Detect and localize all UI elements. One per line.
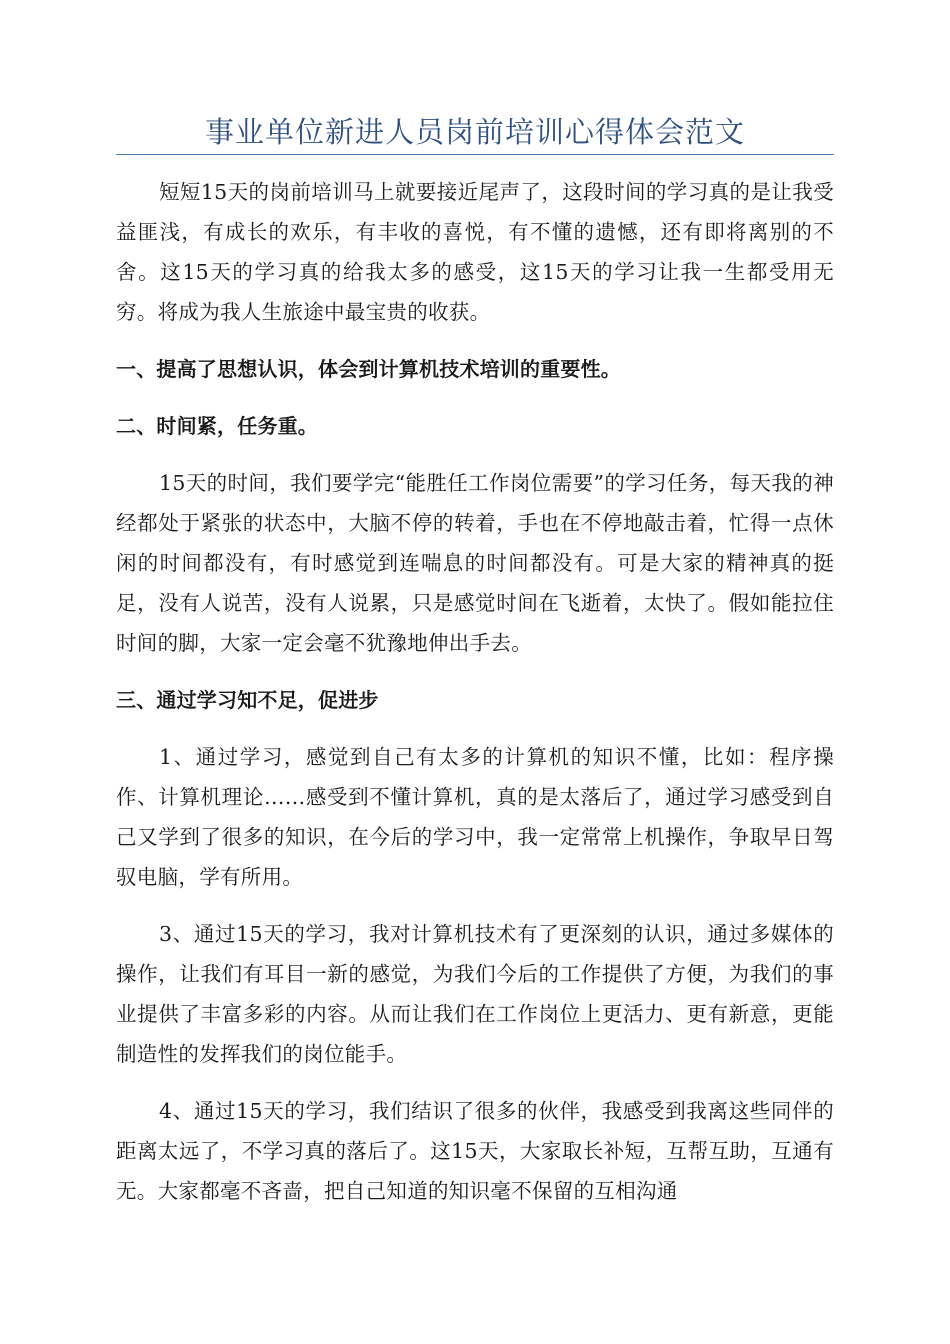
body-paragraph: 3、通过15天的学习，我对计算机技术有了更深刻的认识，通过多媒体的操作，让我们有耳目一新的感觉，为我们今后的工作提供了方便，为我们的事业提供了丰富多彩的内容。从而让我们在工作岗位上更活力、更有新意，更能制造性的发挥我们的岗位能手。 [116, 922, 834, 1066]
document-title: 事业单位新进人员岗前培训心得体会范文 [204, 115, 745, 149]
body-paragraph: 4、通过15天的学习，我们结识了很多的伙伴，我感受到我离这些同伴的距离太远了，不学习真的落后了。这15天，大家取长补短，互帮互助，互通有无。大家都毫不吝啬，把自己知道的知识毫不保留的互相沟通 [116, 1099, 834, 1203]
document-body [116, 172, 834, 1228]
section-heading-2: 二、时间紧，任务重。 [116, 414, 318, 438]
title-underline [116, 154, 834, 155]
section-heading-3: 三、通过学习知不足，促进步 [116, 688, 379, 712]
body-paragraph: 15天的时间，我们要学完“能胜任工作岗位需要”的学习任务，每天我的神经都处于紧张的状态中，大脑不停的转着，手也在不停地敲击着，忙得一点休闲的时间都没有，有时感觉到连喘息的时间都没有。可是大家的精神真的挺足，没有人说苦，没有人说累，只是感觉时间在飞逝着，太快了。假如能拉住时间的脚，大家一定会毫不犹豫地伸出手去。 [116, 471, 834, 655]
body-paragraph: 1、通过学习，感觉到自己有太多的计算机的知识不懂，比如：程序操作、计算机理论……感受到不懂计算机，真的是太落后了，通过学习感受到自己又学到了很多的知识，在今后的学习中，我一定常常上机操作，争取早日驾驭电脑，学有所用。 [116, 745, 834, 889]
intro-paragraph: 短短15天的岗前培训马上就要接近尾声了，这段时间的学习真的是让我受益匪浅，有成长的欢乐，有丰收的喜悦，有不懂的遗憾，还有即将离别的不舍。这15天的学习真的给我太多的感受，这15天的学习让我一生都受用无穷。将成为我人生旅途中最宝贵的收获。 [116, 180, 834, 324]
section-heading-1: 一、提高了思想认识，体会到计算机技术培训的重要性。 [116, 357, 621, 381]
